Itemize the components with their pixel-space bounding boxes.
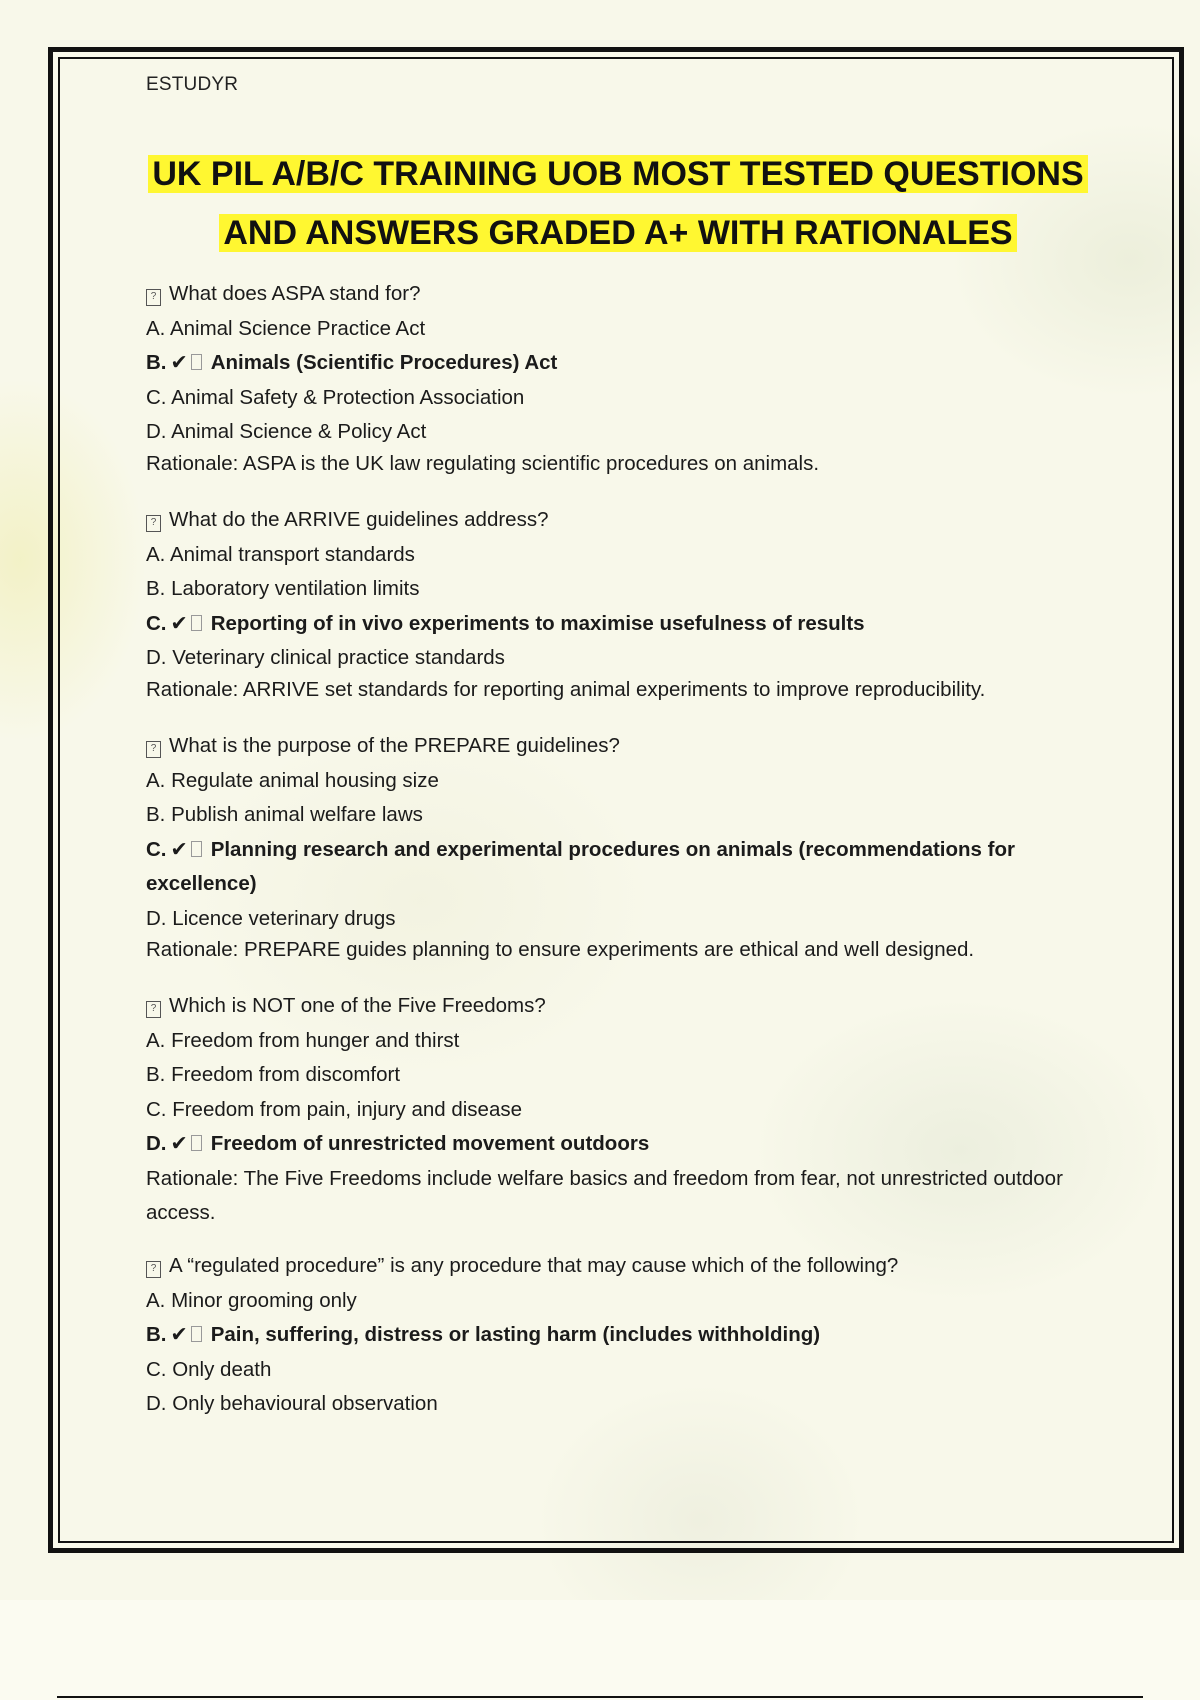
option-text: Reporting of in vivo experiments to maximise usefulness of results: [210, 611, 865, 635]
option-a: [146, 1284, 1086, 1319]
option-b-correct: [146, 346, 1086, 381]
option-b: [146, 798, 1086, 833]
question-box-icon: ?: [146, 515, 161, 532]
question-text-line: [146, 1249, 1086, 1284]
question-text-line: [146, 989, 1086, 1024]
option-text: Animal Science Practice Act: [169, 316, 426, 340]
option-text: Licence veterinary drugs: [172, 906, 396, 930]
option-d-correct: [146, 1127, 1086, 1162]
option-text: Animal Science & Policy Act: [171, 420, 427, 443]
option-letter: D.: [146, 1132, 167, 1155]
option-b: [146, 572, 1086, 607]
question-text-line: [146, 729, 1086, 764]
rationale-text: Rationale: The Five Freedoms include welfare basics and freedom from fear, not unrestricted outdoor access.: [146, 1166, 1063, 1224]
question-block: [146, 277, 1086, 481]
check-mark-icon: ✔: [170, 1132, 188, 1155]
option-b: [146, 1058, 1086, 1093]
option-letter: A.: [146, 542, 166, 566]
rationale-text: Rationale: PREPARE guides planning to ensure experiments are ethical and well designed.: [146, 938, 975, 961]
question-block: [146, 729, 1086, 968]
question-text: What do the ARRIVE guidelines address?: [169, 508, 549, 531]
option-text: Only behavioural observation: [172, 1392, 438, 1415]
option-letter: B.: [146, 351, 167, 374]
option-d: [146, 902, 1086, 937]
brand-label: ESTUDYR: [146, 74, 239, 95]
option-text: Freedom of unrestricted movement outdoors: [210, 1132, 650, 1155]
title-line-2: AND ANSWERS GRADED A+ WITH RATIONALES: [219, 214, 1016, 252]
option-text: Regulate animal housing size: [171, 768, 439, 792]
rationale-text: Rationale: ARRIVE set standards for reporting animal experiments to improve reproducibility.: [146, 677, 986, 701]
question-block: [146, 989, 1086, 1231]
option-text: Laboratory ventilation limits: [171, 577, 420, 600]
option-letter: A.: [146, 1028, 166, 1052]
option-letter: D.: [146, 646, 167, 669]
option-letter: D.: [146, 1392, 167, 1415]
empty-box-icon: [191, 615, 202, 631]
footer-divider: [57, 1696, 1143, 1698]
option-letter: C.: [146, 611, 167, 635]
question-text: Which is NOT one of the Five Freedoms?: [169, 994, 546, 1017]
option-text: Veterinary clinical practice standards: [172, 646, 505, 669]
question-text-line: [146, 277, 1086, 312]
option-text: Pain, suffering, distress or lasting harm (includes withholding): [210, 1323, 821, 1346]
empty-box-icon: [191, 1135, 202, 1151]
option-letter: B.: [146, 1323, 167, 1346]
option-letter: C.: [146, 1097, 167, 1121]
empty-box-icon: [191, 841, 202, 857]
check-mark-icon: ✔: [170, 1323, 188, 1346]
question-text: What does ASPA stand for?: [169, 282, 421, 305]
option-text: Only death: [172, 1357, 272, 1381]
option-letter: A.: [146, 768, 166, 792]
option-letter: C.: [146, 385, 167, 409]
title-line-1: UK PIL A/B/C TRAINING UOB MOST TESTED QUESTIONS: [148, 155, 1087, 193]
option-letter: C.: [146, 837, 167, 861]
option-a: [146, 1024, 1086, 1059]
option-letter: D.: [146, 420, 167, 443]
option-letter: B.: [146, 577, 166, 600]
question-text-line: [146, 503, 1086, 538]
question-box-icon: ?: [146, 1261, 161, 1278]
option-c: [146, 1093, 1086, 1128]
option-letter: A.: [146, 316, 166, 340]
option-a: [146, 538, 1086, 573]
option-c-correct: [146, 607, 1086, 642]
option-text: Animal transport standards: [169, 542, 415, 566]
question-box-icon: ?: [146, 1001, 161, 1018]
option-text: Freedom from hunger and thirst: [171, 1028, 460, 1052]
document-title: [0, 145, 1200, 263]
option-text: Publish animal welfare laws: [171, 803, 423, 826]
option-letter: A.: [146, 1288, 166, 1312]
option-text: Freedom from pain, injury and disease: [172, 1097, 523, 1121]
rationale-text: Rationale: ASPA is the UK law regulating scientific procedures on animals.: [146, 451, 820, 475]
question-box-icon: ?: [146, 741, 161, 758]
question-block: [146, 1249, 1086, 1422]
option-text: Planning research and experimental procedures on animals (recommendations for excellence): [146, 837, 1015, 895]
option-letter: B.: [146, 1063, 166, 1086]
empty-box-icon: [191, 354, 202, 370]
question-box-icon: ?: [146, 289, 161, 306]
option-d: [146, 415, 1086, 450]
option-letter: D.: [146, 906, 167, 930]
option-text: Animals (Scientific Procedures) Act: [210, 351, 558, 374]
option-a: [146, 764, 1086, 799]
option-b-correct: [146, 1318, 1086, 1353]
check-mark-icon: ✔: [170, 611, 188, 635]
option-c: [146, 1353, 1086, 1388]
empty-box-icon: [191, 1326, 202, 1342]
check-mark-icon: ✔: [170, 837, 188, 861]
option-text: Animal Safety & Protection Association: [171, 385, 525, 409]
option-d: [146, 641, 1086, 676]
check-mark-icon: ✔: [170, 351, 188, 374]
option-a: [146, 312, 1086, 347]
option-text: Freedom from discomfort: [171, 1063, 401, 1086]
question-text: What is the purpose of the PREPARE guidelines?: [169, 734, 620, 757]
option-text: Minor grooming only: [171, 1288, 357, 1312]
question-block: [146, 503, 1086, 707]
option-c: [146, 381, 1086, 416]
option-letter: B.: [146, 803, 166, 826]
question-text: A “regulated procedure” is any procedure that may cause which of the following?: [169, 1254, 899, 1277]
option-c-correct: [146, 833, 1086, 902]
option-d: [146, 1387, 1086, 1422]
option-letter: C.: [146, 1357, 167, 1381]
